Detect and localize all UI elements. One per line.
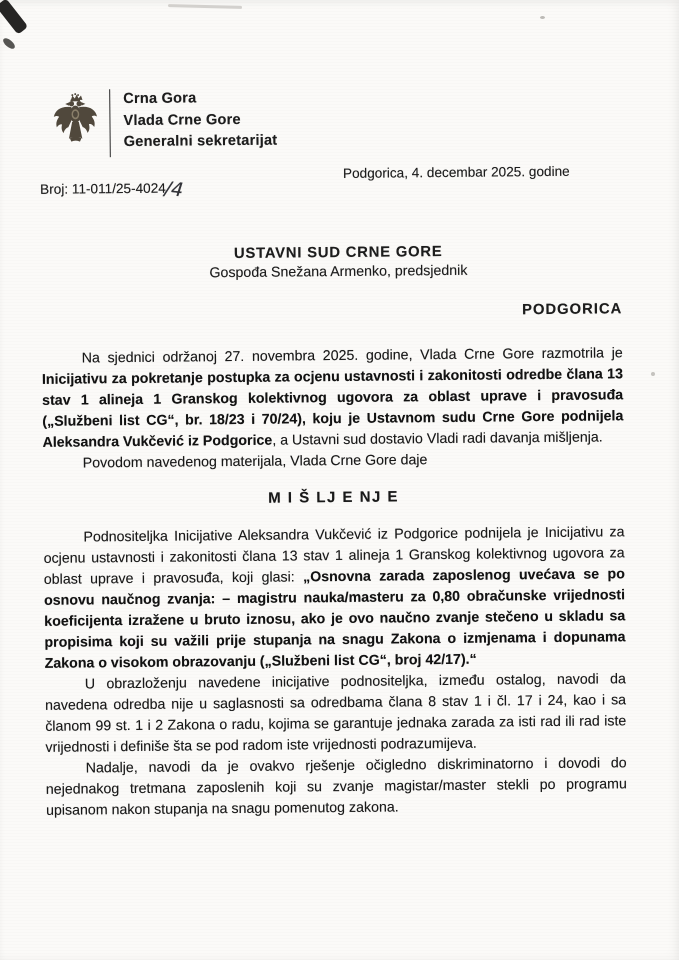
paragraph-reasoning: U obrazloženju navedene inicijative podnositeljka, između ostalog, navodi da navedena odredba nije u saglasnosti sa odredbama člana 8 stav 1 i čl. 17 i 24, kao i sa članom 99 st. 1 i 2 Zakona o radu, kojima se garantuje jednaka zarada za isti rad ili rad iste vrijednosti i definiše šta se pod radom iste vrijednosti podrazumijeva. (44, 671, 627, 756)
handwritten-annotation: /4 (163, 177, 185, 202)
letterhead-country: Crna Gora (123, 90, 197, 108)
recipient-city: PODGORICA (521, 301, 623, 319)
opinion-title: M I Š LJ E NJ E (268, 488, 400, 507)
montenegro-coat-of-arms-icon (51, 88, 100, 152)
letterhead-secretariat: Generalni sekretarijat (123, 132, 278, 151)
document-number-text: Broj: 11-011/25-4024 (40, 180, 166, 197)
paragraph-run-bold: „Osnovna zarada zaposlenog uvećava se po osnovu naučnog zvanja: – magistru nauka/masteru za 0,80 obračunske vrijednosti koeficijenta izražene u bruto iznosu, ako je ovo naučno zvanje stečeno u skladu sa propisima koji su važili prije stupanja na snagu Zakona o izmjenama i dopunama Zakona o visokom obrazovanju („Službeni list CG“, broj 42/17).“ (43, 566, 626, 672)
document-number (40, 175, 185, 202)
letterhead-government: Vlada Crne Gore (123, 111, 241, 129)
paragraph-run: Na sjednici održanoj 27. novembra 2025. godine, Vlada Crne Gore razmotrila je (81, 345, 623, 367)
letterhead-text-block (109, 88, 277, 158)
recipient-institution: USTAVNI SUD CRNE GORE (233, 244, 443, 263)
paragraph-initiative (43, 522, 625, 675)
place-date: Podgorica, 4. decembar 2025. godine (342, 163, 570, 181)
recipient-block (0, 241, 678, 285)
recipient-addressee: Gospođa Snežana Armenko, predsjednik (209, 262, 468, 282)
reference-row (40, 165, 622, 201)
paragraph-run: , a Ustavni sud dostavio Vladi radi davanja mišljenja. (272, 429, 603, 449)
paragraph-intro-opinion: Povodom navedenog materijala, Vlada Crne Gore daje (82, 452, 428, 472)
letterhead (51, 87, 277, 158)
paragraph-run: Podnositeljka Inicijative Aleksandra Vukčević iz Podgorice podnijela je Inicijativu za ocjenu ustavnosti i zakonitosti člana 13 stav 1 alineja 1 Granskog kolektivnog ugovora za oblast uprave i pravosuđa, koji glasi: (43, 524, 625, 588)
paragraph-run-bold: Inicijativu za pokretanje postupka za ocjenu ustavnosti i zakonitosti odredbe člana 13 stav 1 alineja 1 Granskog kolektivnog ugovora za oblast uprave i pravosuđa („Službeni list CG“, br. 18/23 i 70/24), koju je Ustavnom sudu Crne Gore podnijela Aleksandra Vukčević iz Podgorice (41, 366, 624, 451)
document-body (42, 343, 628, 822)
paragraph-discrimination: Nadalje, navodi da je ovakvo rješenje očigledno diskriminatorno i dovodi do nejednakog tretmana zaposlenih koji su zvanje magistar/master stekli po programu upisanom nakon stupanja na snagu pomenutog zakona. (45, 755, 627, 819)
paragraph-session (42, 343, 624, 454)
